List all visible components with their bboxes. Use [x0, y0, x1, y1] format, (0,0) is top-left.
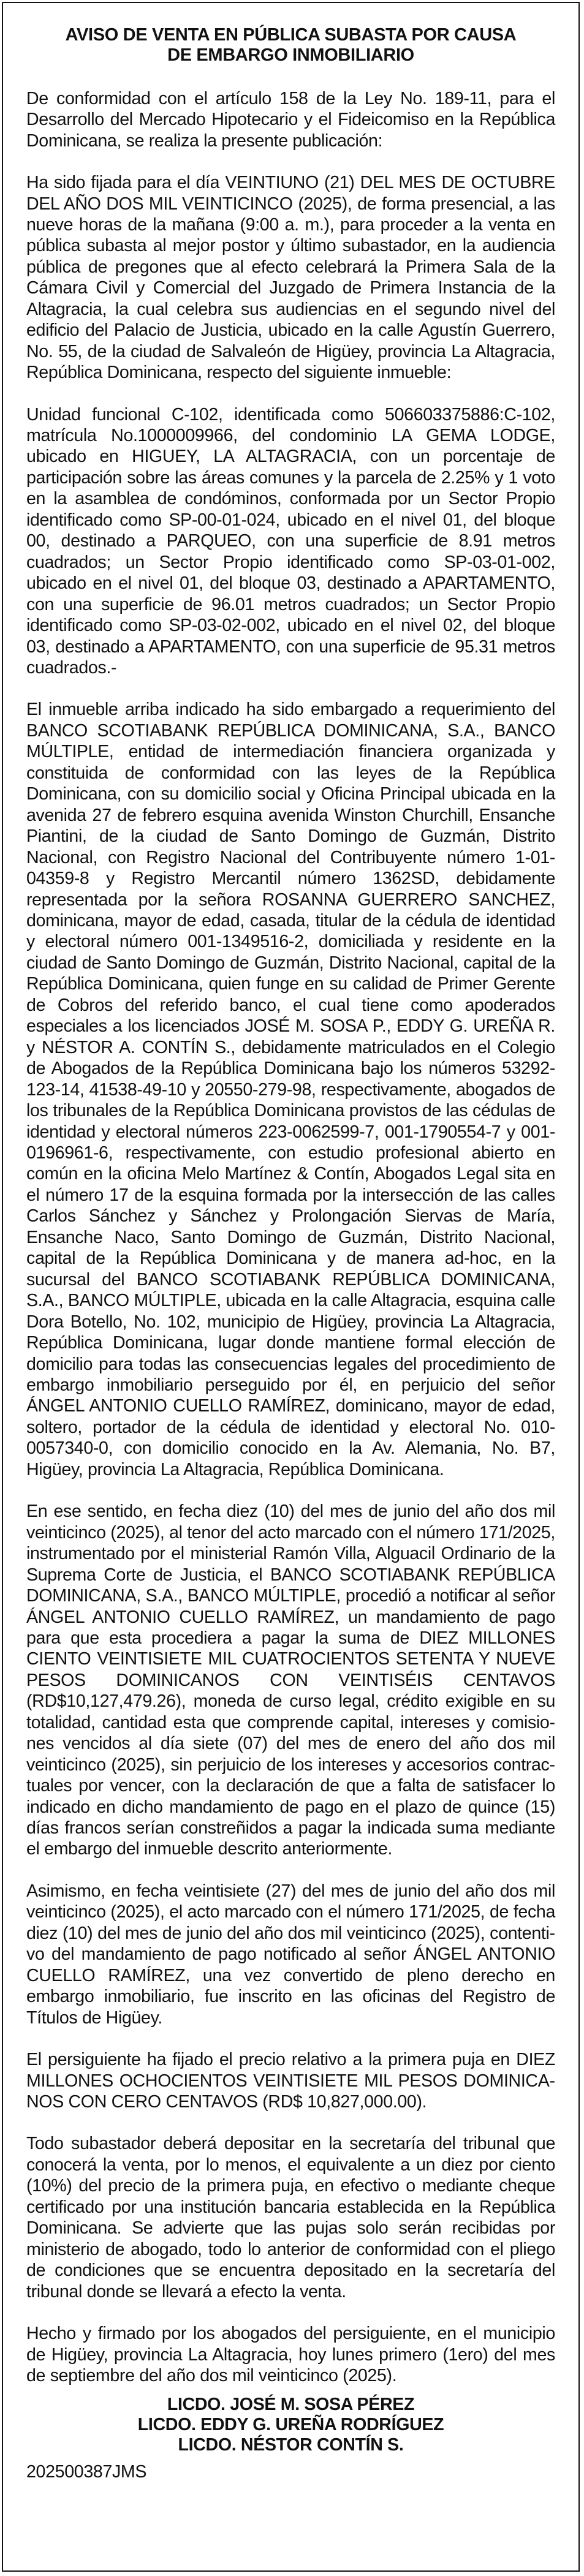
notice-title-line-1: AVISO DE VENTA EN PÚBLICA SUBASTA POR CAUSA: [65, 25, 517, 45]
legal-notice: [2, 2, 580, 2572]
signature-line-1: LICDO. JOSÉ M. SOSA PÉREZ: [167, 2395, 415, 2415]
notice-title: [26, 25, 555, 66]
paragraph-auction-date: Ha sido fijada para el día VEINTIUNO (21) DEL MES DE OCTUBRE DEL AÑO DOS MIL VEINTICINCO (2025), de forma presencial, a las nueve horas de la mañana (9:00 a. m.), para proceder a la venta en pública subasta al mejor postor y último subastador, en la audiencia pública de pregones que al efecto celebrará la Primera Sala de la Cámara Civil y Comercial del Juzgado de Primera Instancia de la Altagracia, la cual celebra sus audiencias en el segundo nivel del edificio del Palacio de Justicia, ubicado en la calle Agustín Guerrero, No. 55, de la ciudad de Salvaleón de Higüey, provincia La Altagracia, República Dominicana, respecto del siguiente inmueble:: [26, 173, 555, 383]
paragraph-payment-order: En ese sentido, en fecha diez (10) del mes de junio del año dos mil veinticinco (2025), al tenor del acto marcado con el número 171/2025, instrumentado por el ministerial Ramón Villa, Alguacil Ordinario de la Suprema Corte de Justicia, el BANCO SCOTIABANK REPÚBLICA DOMINICANA, S.A., BANCO MÚLTIPLE, procedió a notificar al señor ÁNGEL ANTONIO CUELLO RAMÍREZ, un mandamiento de pago para que esta procediera a pagar la suma de DIEZ MILLONES CIENTO VEINTISIETE MIL CUATROCIENTOS SETENTA Y NUEVE PESOS DOMINICANOS CON VEINTISÉIS CENTAVOS (RD$10,127,479.26), moneda de curso legal, crédito exigible en su totalidad, cantidad esta que comprende capital, intereses y comisiones vencidos al día siete (07) del mes de enero del año dos mil veinticinco (2025), sin perjuicio de los intereses y accesorios contractuales por vencer, con la declaración de que a falta de satisfacer lo indicado en dicho mandamiento de pago en el plazo de quince (15) días francos serían constreñidos a pagar la indicada suma mediante el embargo del inmueble descrito anteriormente.: [26, 1501, 555, 1859]
paragraph-seizing-party: El inmueble arriba indicado ha sido embargado a requerimiento del BANCO SCOTIABANK REPÚBLICA DOMINICANA, S.A., BANCO MÚLTIPLE, entidad de intermediación financiera organizada y constituida de conformidad con las leyes de la República Dominicana, con su domicilio social y Oficina Principal ubicada en la avenida 27 de febrero esquina avenida Winston Churchill, Ensanche Piantini, de la ciudad de Santo Domingo de Guzmán, Distrito Nacional, con Registro Nacional del Contribuyente número 1-01-04359-8 y Registro Mercantil número 1362SD, debidamente representada por la señora ROSANNA GUERRERO SANCHEZ, dominicana, mayor de edad, casada, titular de la cédula de identidad y electoral número 001-1349516-2, domiciliada y residente en la ciudad de Santo Domingo de Guzmán, Distrito Nacional, capital de la República Dominicana, quien funge en su calidad de Primer Gerente de Cobros del referido banco, el cual tiene como apoderados especiales a los licenciados JOSÉ M. SOSA P., EDDY G. UREÑA R. y NÉSTOR A. CONTÍN S., debidamente matriculados en el Colegio de Abogados de la República Dominicana bajo los números 53292-123-14, 41538-49-10 y 20550-279-98, respectivamente, abogados de los tribunales de la República Dominicana provistos de las cédulas de identidad y electoral números 223-0062599-7, 001-1790554-7 y 001-0196961-6, respectivamente, con estudio profesional abierto en común en la oficina Melo Martínez & Contín, Abogados Legal sita en el número 17 de la esquina formada por la intersección de las calles Carlos Sánchez y Sánchez y Prolongación Siervas de María, Ensanche Naco, Santo Domingo de Guzmán, Distrito Nacional, capital de la República Dominicana y de manera ad-hoc, en la sucursal del BANCO SCOTIABANK REPÚBLICA DOMINICANA, S.A., BANCO MÚLTIPLE, ubicada en la calle Altagracia, esquina calle Dora Botello, No. 102, municipio de Higüey, provincia La Altagracia, República Dominicana, lugar donde mantiene formal elección de domicilio para todas las consecuencias legales del procedimiento de embargo inmobiliario perseguido por él, en perjuicio del señor ÁNGEL ANTONIO CUELLO RAMÍREZ, dominicano, mayor de edad, soltero, portador de la cédula de identidad y electoral No. 010-0057340-0, con domicilio conocido en la Av. Alemania, No. B7, Higüey, provincia La Altagracia, República Dominicana.: [26, 700, 555, 1479]
paragraph-first-bid-price: El persiguiente ha fijado el precio relativo a la primera puja en DIEZ MILLONES OCHOCIENTOS VEINTISIETE MIL PESOS DOMINICANOS CON CERO CENTAVOS (RD$ 10,827,000.00).: [26, 2050, 555, 2112]
paragraph-registration: Asimismo, en fecha veintisiete (27) del mes de junio del año dos mil veinticinco (2025), el acto marcado con el número 171/2025, de fecha diez (10) del mes de junio del año dos mil veinticinco (2025), contentivo del mandamiento de pago notificado al señor ÁNGEL ANTONIO CUELLO RAMÍREZ, una vez convertido de pleno derecho en embargo inmobiliario, fue inscrito en las oficinas del Registro de Títulos de Higüey.: [26, 1881, 555, 2028]
paragraph-property-description: Unidad funcional C-102, identificada como 506603375886:C-102, matrícula No.1000009966, del condominio LA GEMA LODGE, ubicado en HIGUEY, LA ALTAGRACIA, con un porcentaje de participación sobre las áreas comunes y la parcela de 2.25% y 1 voto en la asamblea de condóminos, conformada por un Sector Propio identificado como SP-00-01-024, ubicado en el nivel 01, del bloque 00, destinado a PARQUEO, con una superficie de 8.91 metros cuadrados; un Sector Propio identificado como SP-03-01-002, ubicado en el nivel 01, del bloque 03, destinado a APARTAMENTO, con una superficie de 96.01 metros cuadrados; un Sector Propio identificado como SP-03-02-002, ubicado en el nivel 02, del bloque 03, destinado a APARTAMENTO, con una superficie de 95.31 metros cuadrados.-: [26, 404, 555, 678]
signature-line-2: LICDO. EDDY G. UREÑA RODRÍGUEZ: [137, 2415, 444, 2435]
paragraph-bidder-deposit: Todo subastador deberá depositar en la secretaría del tribunal que conocerá la venta, por lo menos, el equivalente a un diez por ciento (10%) del precio de la primera puja, en efectivo o mediante cheque certificado por una institución bancaria establecida en la República Dominicana. Se advierte que las pujas solo serán recibidas por ministerio de abogado, todo lo anterior de conformidad con el pliego de condiciones que se encuentra depositado en la secretaría del tribunal donde se llevará a efecto la venta.: [26, 2134, 555, 2302]
signature-line-3: LICDO. NÉSTOR CONTÍN S.: [178, 2435, 404, 2455]
reference-code: 202500387JMS: [26, 2462, 147, 2482]
signature-block: [26, 2395, 555, 2455]
notice-title-line-2: DE EMBARGO INMOBILIARIO: [167, 45, 414, 66]
paragraph-signing-statement: Hecho y firmado por los abogados del persiguiente, en el municipio de Higüey, provincia La Altagracia, hoy lunes primero (1ero) del mes de septiembre del año dos mil veinticinco (2025).: [26, 2324, 555, 2385]
paragraph-legal-basis: De conformidad con el artículo 158 de la Ley No. 189-11, para el Desarrollo del Mercado Hipotecario y el Fideicomiso en la República Dominicana, se realiza la presente publicación:: [26, 88, 555, 151]
